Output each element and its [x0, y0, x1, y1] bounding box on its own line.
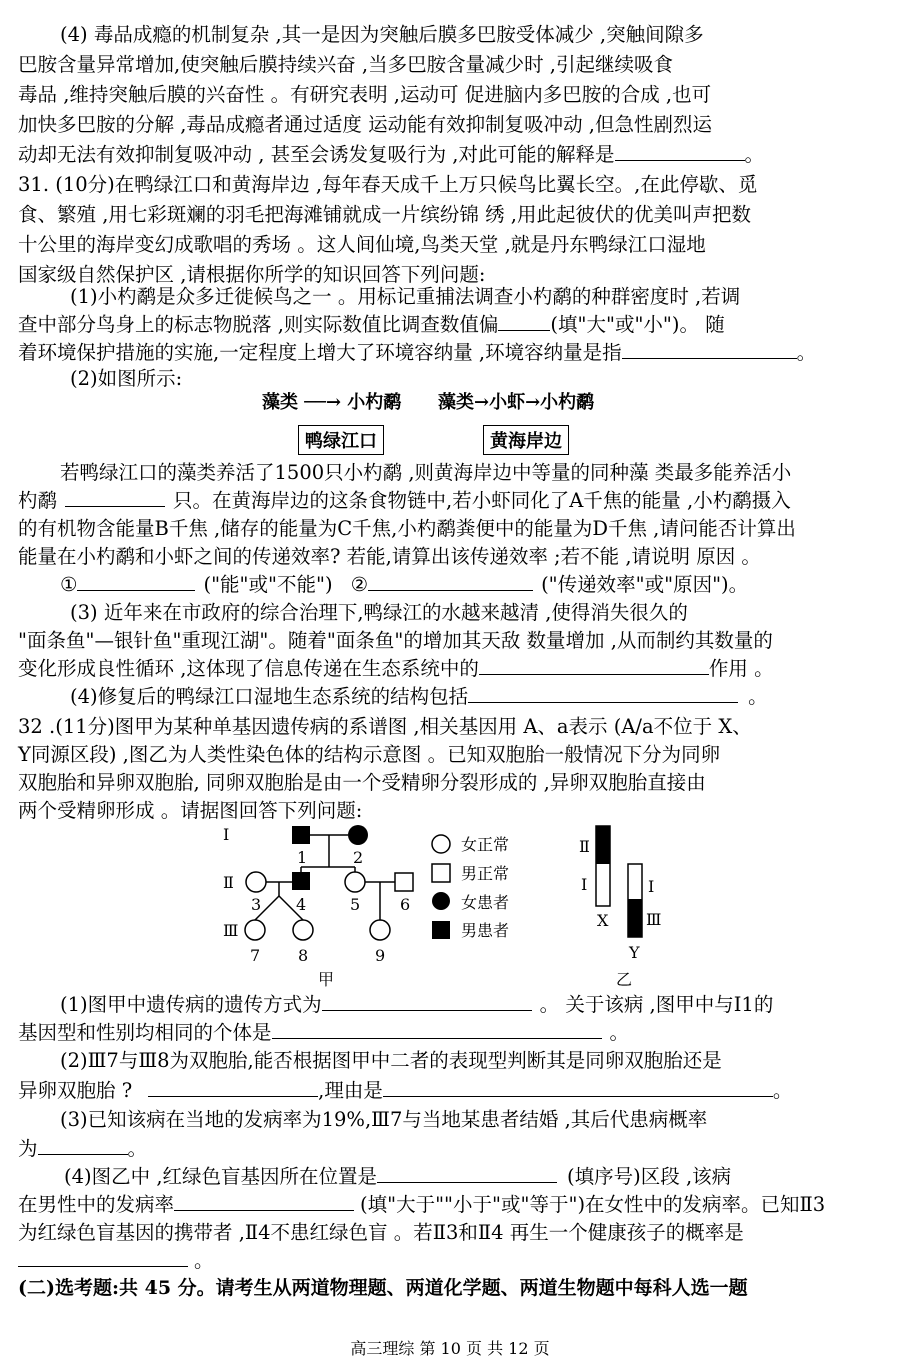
text-segment: 。 — [796, 341, 817, 364]
answer-blank[interactable] — [18, 1248, 188, 1267]
text-line: 的有机物含能量B千焦 ,储存的能量为C千焦,小杓鹬粪便中的能量为D千焦 ,请问能否计算出 — [18, 517, 796, 540]
text-segment: ,理由是 — [318, 1079, 383, 1102]
answer-blank[interactable] — [38, 1136, 128, 1155]
text-segment: ① — [60, 573, 78, 596]
text-segment: ② — [350, 573, 369, 596]
food-chain-1: 藻类 ──→ 小杓鹬 — [262, 392, 402, 413]
segment-label: Ⅰ — [648, 877, 655, 896]
text-line — [18, 310, 884, 339]
individual-number: 4 — [296, 895, 307, 914]
text-segment: (4)图乙中 ,红绿色盲基因所在位置是 — [64, 1165, 378, 1188]
text-line: (1)小杓鹬是众多迁徙候鸟之一 。用标记重捕法调查小杓鹬的种群密度时 ,若调 — [70, 285, 741, 308]
text-line: 能量在小杓鹬和小虾之间的传递效率? 若能,请算出该传递效率 ;若不能 ,请说明 原因 。 — [18, 545, 761, 568]
affected-male — [292, 872, 310, 890]
individual-number: 6 — [400, 895, 411, 914]
text-segment: 杓鹬 — [18, 489, 58, 512]
page-footer: 高三理综 第 10 页 共 12 页 — [350, 1339, 550, 1358]
text-line — [64, 1162, 884, 1191]
y-homologous-segment — [628, 899, 642, 937]
normal-female — [293, 920, 313, 940]
text-segment: (填"大于""小于"或"等于")在女性中的发病率。已知Ⅱ3 — [360, 1193, 826, 1216]
text-segment: 。 关于该病 ,图甲中与I1的 — [539, 993, 774, 1016]
answer-blank[interactable] — [272, 1020, 602, 1039]
text-line: "面条鱼"—银针鱼"重现江湖"。随着"面条鱼"的增加其天敌 数量增加 ,从而制约其数量的 — [18, 629, 773, 652]
segment-label: Ⅰ — [581, 875, 588, 894]
text-line: (2)Ⅲ7与Ⅲ8为双胞胎,能否根据图甲中二者的表现型判断其是同卵双胞胎还是 — [60, 1049, 722, 1072]
generation-label: Ⅲ — [223, 921, 239, 940]
text-line — [18, 338, 884, 367]
answer-blank[interactable] — [77, 572, 195, 591]
answer-blank[interactable] — [383, 1078, 773, 1097]
x-homologous-segment — [596, 826, 610, 864]
legend-label: 女患者 — [461, 893, 510, 912]
text-line — [18, 654, 884, 683]
text-segment: ("能"或"不能") — [203, 573, 333, 596]
figure-caption: 乙 — [616, 970, 633, 989]
text-line: 双胞胎和异卵双胞胎, 同卵双胞胎是由一个受精卵分裂形成的 ,异卵双胞胎直接由 — [18, 771, 706, 794]
answer-blank[interactable] — [479, 656, 709, 675]
legend-label: 男患者 — [461, 921, 510, 940]
legend-label: 男正常 — [461, 864, 510, 883]
text-line: 加快多巴胺的分解 ,毒品成瘾者通过适度 运动能有效抑制复吸冲动 ,但急性剧烈运 — [18, 113, 712, 136]
text-segment: (填"大"或"小")。 随 — [550, 313, 725, 336]
pedigree-chart — [215, 820, 535, 990]
text-segment: (填序号)区段 ,该病 — [567, 1165, 732, 1188]
text-line: 国家级自然保护区 ,请根据你所学的知识回答下列问题: — [18, 263, 486, 286]
text-segment: 作用 。 — [708, 657, 774, 680]
affected-male — [292, 826, 310, 844]
text-line — [70, 682, 884, 711]
answer-blank[interactable] — [377, 1164, 557, 1183]
text-line: 巴胺含量异常增加,使突触后膜持续兴奋 ,当多巴胺含量减少时 ,引起继续吸食 — [18, 53, 673, 76]
legend-normal-male-icon — [432, 864, 450, 882]
text-segment: ("传递效率"或"原因")。 — [541, 573, 749, 596]
individual-number: 5 — [350, 895, 361, 914]
text-segment: (4)修复后的鸭绿江口湿地生态系统的结构包括 — [70, 685, 469, 708]
text-line: 毒品 ,维持突触后膜的兴奋性 。有研究表明 ,运动可 促进脑内多巴胺的合成 ,也可 — [18, 83, 712, 106]
text-segment: 。 — [748, 685, 768, 708]
text-line: 食、繁殖 ,用七彩斑斓的羽毛把海滩铺就成一片缤纷锦 绣 ,用此起彼伏的优美叫声把数 — [18, 203, 751, 226]
section-heading: (二)选考题:共 45 分。请考生从两道物理题、两道化学题、两道生物题中每科人选一题 — [18, 1277, 748, 1299]
text-line: (3)已知该病在当地的发病率为19%,Ⅲ7与当地某患者结婚 ,其后代患病概率 — [60, 1108, 708, 1131]
figure-caption: 甲 — [318, 970, 335, 989]
text-segment: 动却无法有效抑制复吸冲动 , 甚至会诱发复吸行为 ,对此可能的解释是 — [18, 143, 615, 166]
individual-number: 1 — [297, 848, 308, 867]
individual-number: 3 — [251, 895, 262, 914]
chromosome-label: X — [597, 911, 609, 930]
answer-blank[interactable] — [65, 488, 165, 507]
affected-female — [348, 825, 368, 845]
text-segment: 基因型和性别均相同的个体是 — [18, 1021, 272, 1044]
text-line — [60, 990, 884, 1019]
text-segment: 。 — [772, 1079, 793, 1102]
text-segment: (1)图甲中遗传病的遗传方式为 — [60, 993, 322, 1016]
normal-male — [395, 873, 413, 891]
food-chain-2: 藻类→小虾→小杓鹬 — [438, 392, 595, 413]
text-segment: 异卵双胞胎 ? — [18, 1079, 133, 1102]
text-line — [18, 1018, 884, 1047]
question-32-title: 32 .(11分)图甲为某种单基因遗传病的系谱图 ,相关基因用 A、a表示 (A/a不位于 X、 — [18, 715, 752, 738]
text-segment: 。 — [609, 1021, 630, 1044]
text-line: 十公里的海岸变幻成歌唱的秀场 。这人间仙境,鸟类天堂 ,就是丹东鸭绿江口湿地 — [18, 233, 706, 256]
segment-label: Ⅲ — [646, 910, 662, 929]
individual-number: 2 — [353, 848, 364, 867]
text-line — [18, 1190, 884, 1219]
answer-blank[interactable] — [322, 992, 532, 1011]
text-segment: 查中部分鸟身上的标志物脱落 ,则实际数值比调查数值偏 — [18, 313, 499, 336]
text-line: (4) 毒品成瘾的机制复杂 ,其一是因为突触后膜多巴胺受体减少 ,突触间隙多 — [60, 23, 704, 46]
text-segment: 在男性中的发病率 — [18, 1193, 175, 1216]
legend-normal-female-icon — [432, 835, 450, 853]
generation-label: Ⅱ — [223, 873, 234, 892]
normal-female — [345, 872, 365, 892]
text-line: (3) 近年来在市政府的综合治理下,鸭绿江的水越来越清 ,使得消失很久的 — [70, 601, 688, 624]
answer-blank[interactable] — [498, 312, 550, 331]
text-segment: 为 — [18, 1137, 38, 1160]
chromosome-label: Y — [629, 943, 640, 962]
text-line: 两个受精卵形成 。请据图回答下列问题: — [18, 799, 363, 822]
text-segment: 。 — [127, 1137, 148, 1160]
individual-number: 8 — [298, 946, 309, 965]
generation-label: Ⅰ — [223, 825, 230, 844]
individual-number: 9 — [375, 946, 386, 965]
text-segment: 变化形成良性循环 ,这体现了信息传递在生态系统中的 — [18, 657, 479, 680]
text-segment: 着环境保护措施的实施,一定程度上增大了环境容纳量 ,环境容纳量是指 — [18, 341, 622, 364]
answer-blank[interactable] — [148, 1078, 318, 1097]
answer-blank[interactable] — [622, 340, 797, 359]
text-line: 若鸭绿江口的藻类养活了1500只小杓鹬 ,则黄海岸边中等量的同种藻 类最多能养活小 — [60, 461, 792, 484]
answer-blank[interactable] — [368, 572, 533, 591]
answer-blank[interactable] — [174, 1192, 354, 1211]
text-line: (2)如图所示: — [70, 367, 183, 390]
normal-female — [370, 920, 390, 940]
label-box-yalu-river: 鸭绿江口 — [298, 425, 384, 455]
text-line: Y同源区段) ,图乙为人类性染色体的结构示意图 。已知双胞胎一般情况下分为同卵 — [18, 743, 721, 766]
legend-affected-male-icon — [432, 921, 450, 939]
question-31-title: 31. (10分)在鸭绿江口和黄海岸边 ,每年春天成千上万只候鸟比翼长空。,在此停歇、觅 — [18, 173, 758, 196]
text-line: 为红绿色盲基因的携带者 ,Ⅱ4不患红绿色盲 。若Ⅱ3和Ⅱ4 再生一个健康孩子的概率是 — [18, 1221, 744, 1244]
sex-chromosome-diagram — [570, 822, 670, 992]
answer-blank[interactable] — [615, 142, 745, 161]
segment-label: Ⅱ — [579, 837, 590, 856]
individual-number: 7 — [250, 946, 261, 965]
text-segment: 。 — [194, 1249, 214, 1272]
label-box-yellow-sea: 黄海岸边 — [483, 425, 569, 455]
normal-female — [246, 872, 266, 892]
text-segment: 。 — [744, 143, 765, 166]
text-line — [60, 570, 884, 599]
text-line — [18, 1134, 884, 1163]
text-segment: 只。在黄海岸边的这条食物链中,若小虾同化了A千焦的能量 ,小杓鹬摄入 — [173, 489, 791, 512]
text-line — [18, 486, 884, 515]
legend-label: 女正常 — [461, 835, 510, 854]
text-line — [18, 1246, 884, 1275]
normal-female — [245, 920, 265, 940]
text-line — [18, 140, 884, 169]
legend-affected-female-icon — [432, 892, 450, 910]
answer-blank[interactable] — [468, 684, 738, 703]
text-line — [18, 1076, 884, 1105]
